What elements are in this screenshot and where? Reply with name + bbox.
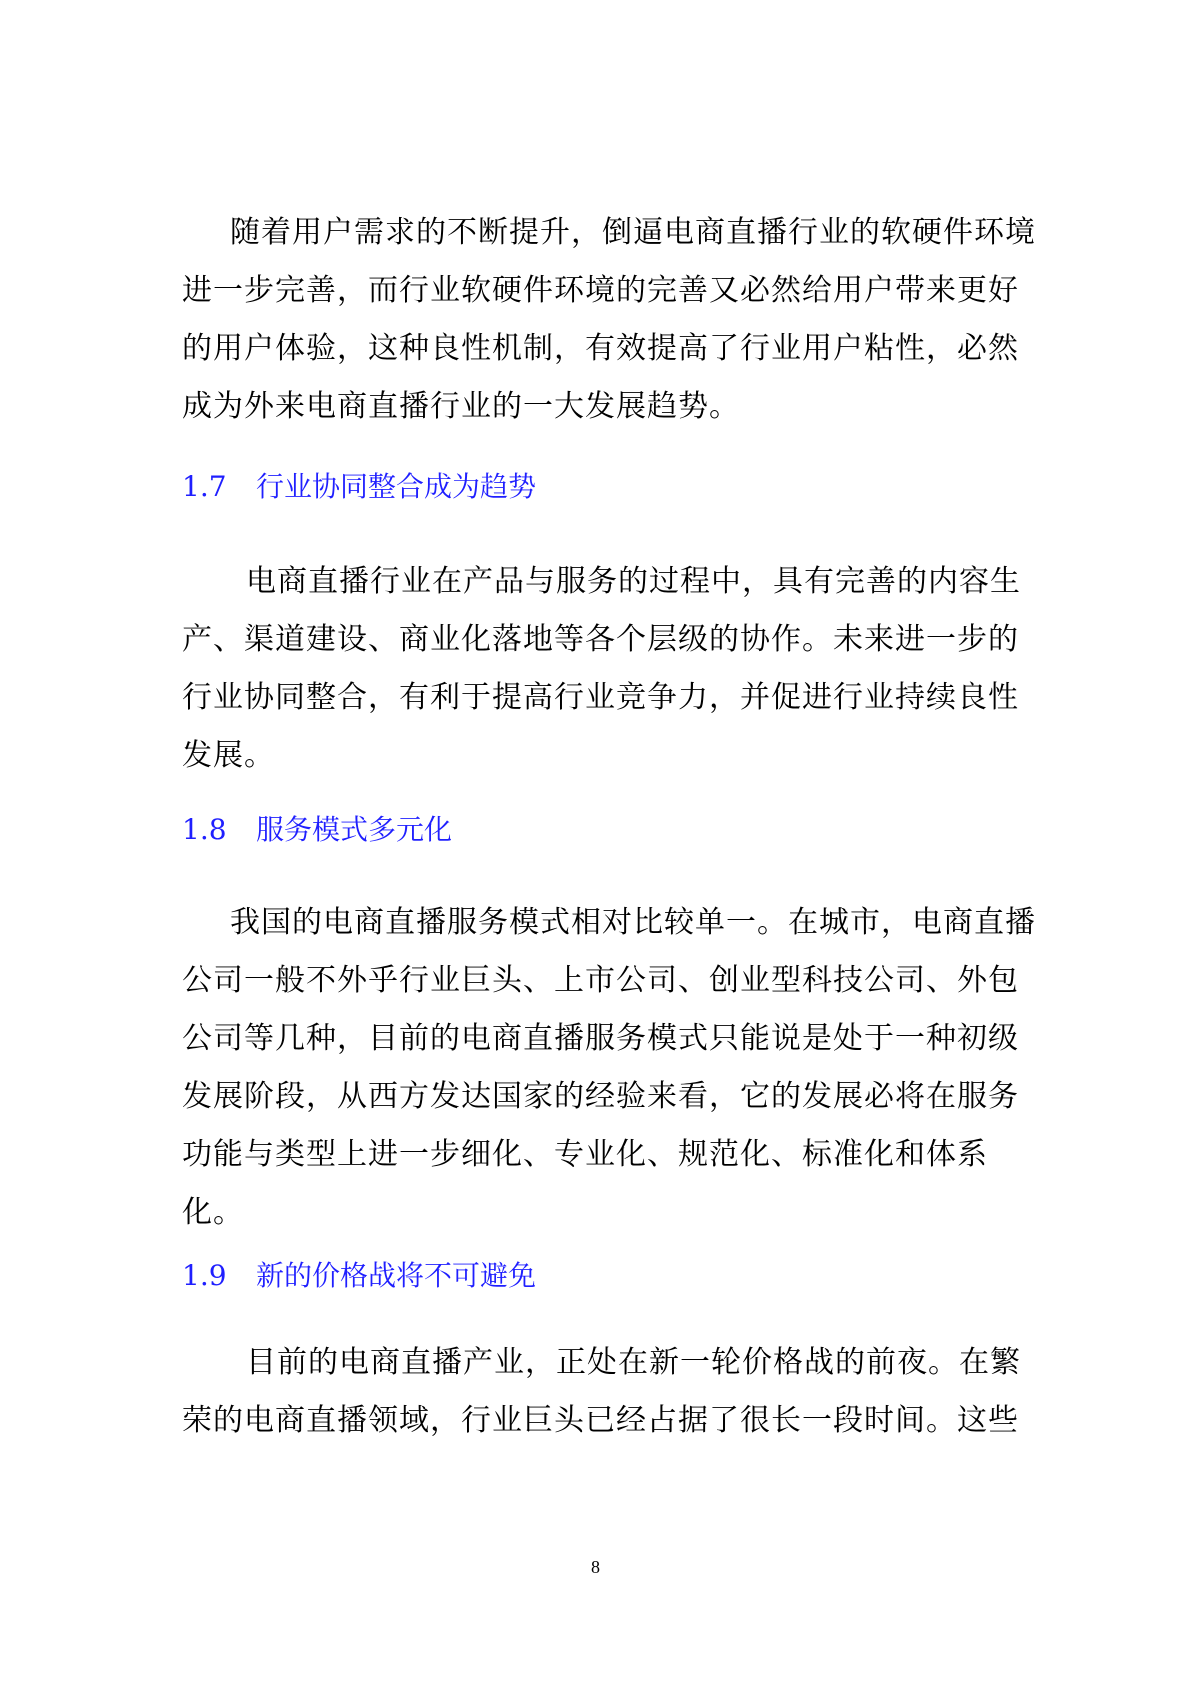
paragraph-line: 行业协同整合，有利于提高行业竞争力，并促进行业持续良性 [182,680,1019,715]
paragraph-line: 目前的电商直播产业，正处在新一轮价格战的前夜。在繁 [246,1345,1021,1380]
section-title: 服务模式多元化 [256,813,453,846]
section-title: 行业协同整合成为趋势 [256,470,537,503]
paragraph-line: 随着用户需求的不断提升，倒逼电商直播行业的软硬件环境 [230,215,1036,250]
paragraph-line: 荣的电商直播领域，行业巨头已经占据了很长一段时间。这些 [182,1403,1019,1438]
section-heading-1-9 [182,1256,536,1296]
paragraph-line: 公司一般不外乎行业巨头、上市公司、创业型科技公司、外包 [182,963,1019,998]
section-number: 1.8 [182,813,227,846]
paragraph-line: 成为外来电商直播行业的一大发展趋势。 [182,389,740,424]
paragraph-line: 进一步完善，而行业软硬件环境的完善又必然给用户带来更好 [182,273,1019,308]
paragraph-line: 发展阶段，从西方发达国家的经验来看，它的发展必将在服务 [182,1079,1019,1114]
paragraph-line: 产、渠道建设、商业化落地等各个层级的协作。未来进一步的 [182,622,1019,657]
section-heading-1-8 [182,810,452,850]
paragraph-line: 发展。 [182,738,275,773]
paragraph-line: 公司等几种，目前的电商直播服务模式只能说是处于一种初级 [182,1021,1019,1056]
section-number: 1.7 [182,470,227,503]
section-title: 新的价格战将不可避免 [256,1259,537,1292]
paragraph-line: 的用户体验，这种良性机制，有效提高了行业用户粘性，必然 [182,331,1019,366]
paragraph-line: 电商直播行业在产品与服务的过程中，具有完善的内容生 [246,564,1021,599]
paragraph-line: 功能与类型上进一步细化、专业化、规范化、标准化和体系 [182,1137,988,1172]
section-heading-1-7 [182,467,536,507]
paragraph-line: 我国的电商直播服务模式相对比较单一。在城市，电商直播 [230,905,1036,940]
paragraph-line: 化。 [182,1195,244,1230]
section-number: 1.9 [182,1259,227,1292]
page-number: 8 [591,1557,600,1577]
